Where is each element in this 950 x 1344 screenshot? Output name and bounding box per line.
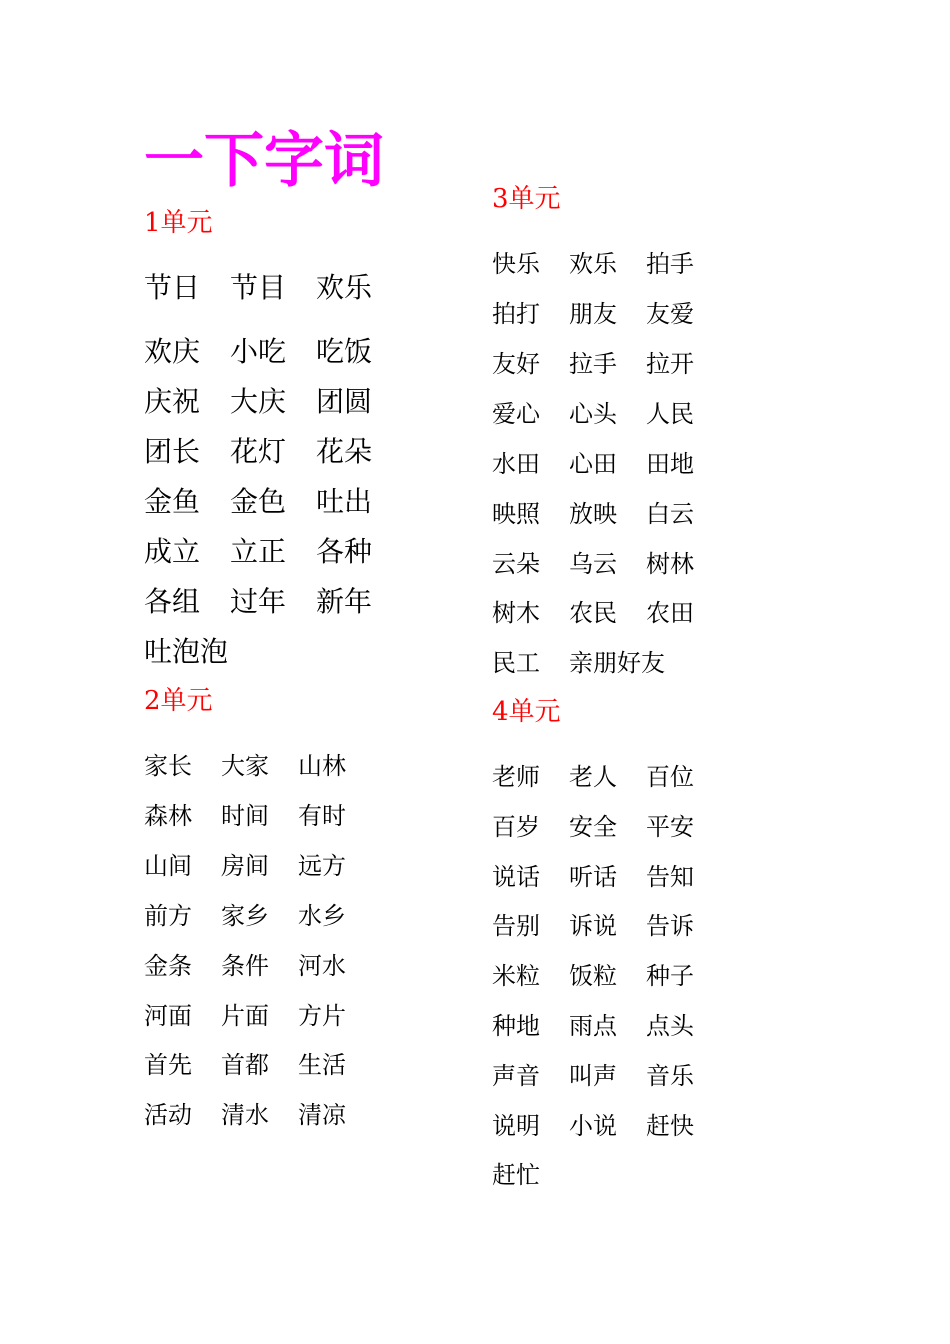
word: 森林 [144, 802, 192, 830]
word: 金条 [144, 952, 192, 980]
word: 大庆 [230, 385, 287, 418]
word: 金色 [230, 485, 287, 518]
word: 河面 [144, 1002, 192, 1030]
word-row [144, 852, 375, 880]
word: 老人 [569, 763, 617, 791]
word-row [144, 1101, 375, 1129]
word: 安全 [569, 813, 617, 841]
word: 云朵 [492, 550, 540, 578]
word-row [492, 450, 723, 478]
word-row [144, 386, 402, 418]
word: 友爱 [646, 300, 694, 328]
word-row [492, 500, 723, 528]
word: 团圆 [316, 385, 373, 418]
word: 前方 [144, 902, 192, 930]
unit-heading: 1单元 [144, 208, 213, 238]
word: 说明 [492, 1112, 540, 1140]
word: 各组 [144, 585, 201, 618]
word: 欢庆 [144, 335, 201, 368]
word-row [492, 813, 723, 841]
word: 清水 [221, 1101, 269, 1129]
word: 百岁 [492, 813, 540, 841]
word: 赶快 [646, 1112, 694, 1140]
word: 家乡 [221, 902, 269, 930]
word: 吃饭 [316, 335, 373, 368]
word: 映照 [492, 500, 540, 528]
word-row [492, 1062, 723, 1090]
word: 花朵 [316, 435, 373, 468]
word: 树木 [492, 599, 540, 627]
word-row [144, 586, 402, 618]
word: 山间 [144, 852, 192, 880]
word: 拉手 [569, 350, 617, 378]
word-row [144, 1051, 375, 1079]
word: 说话 [492, 863, 540, 891]
word: 远方 [298, 852, 346, 880]
word: 拉开 [646, 350, 694, 378]
word-row [492, 863, 723, 891]
word: 农田 [646, 599, 694, 627]
word: 生活 [298, 1051, 346, 1079]
word: 大家 [221, 752, 269, 780]
word-row [492, 250, 723, 278]
word: 人民 [646, 400, 694, 428]
word-row [492, 599, 723, 627]
word: 听话 [569, 863, 617, 891]
word: 心头 [569, 400, 617, 428]
word: 音乐 [646, 1062, 694, 1090]
word: 片面 [221, 1002, 269, 1030]
page-title: 一下字词 [144, 126, 384, 196]
word: 欢乐 [316, 271, 373, 304]
word: 点头 [646, 1012, 694, 1040]
word-row [144, 636, 228, 668]
word: 庆祝 [144, 385, 201, 418]
word: 叫声 [569, 1062, 617, 1090]
word: 立正 [230, 535, 287, 568]
word: 节日 [144, 271, 201, 304]
word-row [144, 902, 375, 930]
word: 饭粒 [569, 962, 617, 990]
word-row [492, 962, 723, 990]
word: 朋友 [569, 300, 617, 328]
word: 成立 [144, 535, 201, 568]
word-row [144, 272, 402, 304]
word: 欢乐 [569, 250, 617, 278]
word: 各种 [316, 535, 373, 568]
word: 山林 [298, 752, 346, 780]
word: 告诉 [646, 912, 694, 940]
word: 雨点 [569, 1012, 617, 1040]
word: 家长 [144, 752, 192, 780]
word: 有时 [298, 802, 346, 830]
word: 树林 [646, 550, 694, 578]
word: 米粒 [492, 962, 540, 990]
word: 告知 [646, 863, 694, 891]
word: 房间 [221, 852, 269, 880]
word: 时间 [221, 802, 269, 830]
word: 吐出 [316, 485, 373, 518]
word-row [144, 752, 375, 780]
word-row [144, 436, 402, 468]
unit-heading: 4单元 [492, 697, 561, 727]
word: 爱心 [492, 400, 540, 428]
word-row [144, 802, 375, 830]
word-row [492, 300, 723, 328]
word-row [492, 550, 723, 578]
word: 吐泡泡 [144, 635, 229, 668]
word: 拍打 [492, 300, 540, 328]
word: 告别 [492, 912, 540, 940]
unit-heading: 2单元 [144, 686, 213, 716]
word: 首先 [144, 1051, 192, 1079]
word: 新年 [316, 585, 373, 618]
word: 金鱼 [144, 485, 201, 518]
unit-heading: 3单元 [492, 184, 561, 214]
word: 清凉 [298, 1101, 346, 1129]
word: 水乡 [298, 902, 346, 930]
word: 拍手 [646, 250, 694, 278]
word-row [492, 912, 723, 940]
word: 亲朋好友 [569, 649, 665, 677]
word: 节目 [230, 271, 287, 304]
word: 方片 [298, 1002, 346, 1030]
word: 百位 [646, 763, 694, 791]
word: 平安 [646, 813, 694, 841]
word: 首都 [221, 1051, 269, 1079]
word-row [492, 649, 665, 677]
word-row [492, 1012, 723, 1040]
word: 花灯 [230, 435, 287, 468]
word-row [144, 1002, 375, 1030]
word: 民工 [492, 649, 540, 677]
word: 放映 [569, 500, 617, 528]
word: 友好 [492, 350, 540, 378]
word: 活动 [144, 1101, 192, 1129]
word-row [144, 336, 402, 368]
word-row [492, 350, 723, 378]
word-row [492, 400, 723, 428]
word: 河水 [298, 952, 346, 980]
word: 老师 [492, 763, 540, 791]
word: 心田 [569, 450, 617, 478]
word-row [492, 1161, 569, 1189]
word: 小说 [569, 1112, 617, 1140]
word: 小吃 [230, 335, 287, 368]
word: 田地 [646, 450, 694, 478]
word: 乌云 [569, 550, 617, 578]
word: 过年 [230, 585, 287, 618]
word-row [144, 952, 375, 980]
word-row [144, 536, 402, 568]
word-row [492, 763, 723, 791]
word: 声音 [492, 1062, 540, 1090]
word: 种子 [646, 962, 694, 990]
word: 条件 [221, 952, 269, 980]
word-row [144, 486, 402, 518]
word-row [492, 1112, 723, 1140]
word: 快乐 [492, 250, 540, 278]
word: 水田 [492, 450, 540, 478]
word: 种地 [492, 1012, 540, 1040]
word: 农民 [569, 599, 617, 627]
word: 团长 [144, 435, 201, 468]
word: 赶忙 [492, 1161, 540, 1189]
word: 白云 [646, 500, 694, 528]
word: 诉说 [569, 912, 617, 940]
